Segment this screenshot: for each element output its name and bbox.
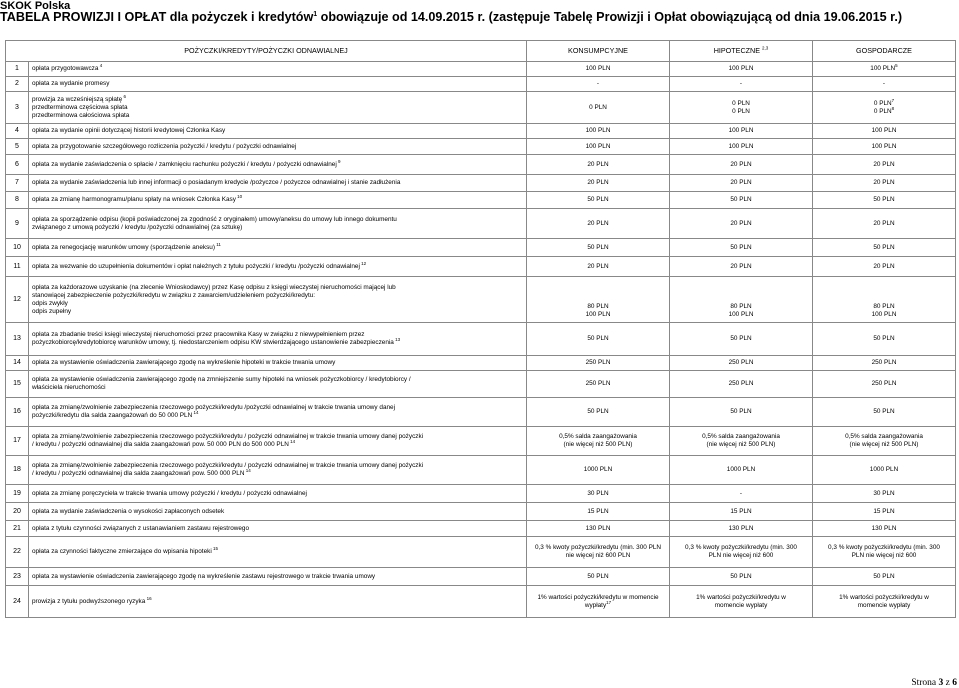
description-line: opłata z tytułu czynności związanych z ustanawianiem zastawu rejestrowego [32,524,250,532]
mortgage-fee [670,537,813,568]
row-number: 20 [6,503,29,521]
business-fee-line: 100 PLN [871,311,897,318]
fee-row [6,257,956,277]
business-fee [813,277,956,323]
fee-row [6,92,956,124]
consumer-fee-line: 20 PLN [587,160,609,168]
description-line: opłata za wydanie zaświadczenia lub innej informacji o posiadanym kredycie /pożyczce / pożyczce odnawialnej i stanie zadłużenia [32,179,401,186]
business-fee-line: 50 PLN [873,335,895,342]
fee-table-header [6,41,956,62]
fee-description [29,456,527,485]
row-number: 23 [6,568,29,586]
consumer-fee-line: 1% wartości pożyczki/kredytu w momencie [537,593,659,601]
business-fee-line: 15 PLN [873,507,895,515]
mortgage-fee-line: 100 PLN [728,142,754,150]
business-fee-line: 0,3 % kwoty pożyczki/kredytu (min. 300 [828,544,940,551]
description-line: opłata za czynności faktyczne zmierzające do wpisania hipoteki $^{15}$ [32,545,219,555]
fee-description [29,356,527,371]
consumer-fee [527,62,670,77]
mortgage-fee-line: 100 PLN [728,127,754,134]
mortgage-fee-line: 0 PLN [732,107,750,115]
consumer-fee [527,485,670,503]
consumer-fee-line: 130 PLN [585,524,611,532]
consumer-fee-line: 50 PLN [587,572,609,580]
consumer-fee [527,257,670,277]
business-fee-line: 50 PLN [873,408,895,415]
consumer-fee [527,456,670,485]
footnote-marker: 15 [211,545,219,551]
fee-description [29,586,527,618]
row-number: 7 [6,175,29,192]
description-line: opłata za zmianę/zwolnienie zabezpieczenia rzeczowego pożyczki/kredytu / pożyczki odnawialnej w trakcie trwania umowy danej pożyczki [32,462,424,469]
page-number: Strona 3 z 6 [911,678,957,688]
document-title [0,10,902,24]
consumer-fee-line: 0 PLN [589,103,607,111]
fee-row [6,239,956,257]
footnote-marker: 6 [122,93,126,99]
business-fee [813,568,956,586]
row-number: 15 [6,371,29,398]
mortgage-fee-line: 250 PLN [728,359,754,366]
row-number: 17 [6,427,29,456]
business-fee [813,456,956,485]
consumer-fee [527,155,670,175]
fee-row [6,277,956,323]
fee-row [6,209,956,239]
footnote-marker: 13 [393,336,401,342]
description-line: opłata za zbadanie treści księgi wieczystej nieruchomości przez pracownika Kasy w związku z niewypełnieniem przez [32,331,365,338]
description-line: opłata za wystawienie oświadczenia zawierającego zgodę na zmniejszenie sumy hipoteki na wniosek pożyczkobiorcy / kredytobiorcy / [32,376,411,383]
fee-row [6,77,956,92]
fee-description [29,124,527,139]
footnote-marker: 12 [359,260,367,266]
description-line: odpis zwykły [32,299,68,307]
fee-description [29,77,527,92]
description-line: pożyczki/kredytu dla salda zaangażowań do 50 000 PLN $^{14}$ [32,409,199,419]
consumer-fee [527,92,670,124]
description-line: opłata za wydanie opinii dotyczącej historii kredytowej Członka Kasy [32,127,226,134]
description-line: prowizja z tytułu podwyższonego ryzyka $^{16}$ [32,595,152,605]
business-fee-line: 1% wartości pożyczki/kredytu w [839,593,929,601]
consumer-fee-line: wypłaty$^{17}$ [584,599,612,609]
mortgage-fee-line: PLN nie więcej niż 600 [708,552,774,559]
consumer-fee [527,277,670,323]
fee-description [29,537,527,568]
row-number: 18 [6,456,29,485]
title-main: TABELA PROWIZJI I OPŁAT dla pożyczek i kredytów [0,10,314,24]
row-number: 13 [6,323,29,356]
description-line: opłata za wystawienie oświadczenia zawierającego zgodę na wykreślenie hipoteki w trakcie trwania umowy [32,359,336,366]
description-line: opłata za sporządzenie odpisu (kopii poświadczonej za zgodność z oryginałem) umowy/aneksu do umowy lub innego dokumentu [32,215,397,223]
description-line: odpis zupełny [32,307,72,315]
mortgage-fee [670,62,813,77]
fee-description [29,139,527,155]
business-fee-line: PLN nie więcej niż 600 [851,552,917,559]
fee-row [6,371,956,398]
row-number: 3 [6,92,29,124]
business-fee-line: 30 PLN [873,489,895,497]
business-fee-line: (nie więcej niż 500 PLN) [849,441,919,448]
consumer-fee [527,398,670,427]
mortgage-fee [670,239,813,257]
mortgage-fee [670,175,813,192]
mortgage-fee [670,586,813,618]
mortgage-fee [670,139,813,155]
fee-description [29,427,527,456]
mortgage-fee [670,323,813,356]
consumer-fee-line: 100 PLN [585,127,611,134]
business-fee-line: 130 PLN [871,524,897,532]
consumer-fee [527,568,670,586]
consumer-fee-line: 15 PLN [587,507,609,515]
business-fee-line: 1000 PLN [869,466,899,473]
business-fee-line: 100 PLN [871,127,897,134]
fee-table [5,40,956,618]
mortgage-fee-line: 50 PLN [730,196,752,203]
description-line: opłata za zmianę/zwolnienie zabezpieczenia rzeczowego pożyczki/kredytu / pożyczki odnawialnej w trakcie trwania umowy danej pożyczki [32,433,424,440]
fee-row [6,521,956,537]
description-line: opłata przygotowawcza $^4$ [32,62,103,72]
fee-row [6,503,956,521]
consumer-fee [527,427,670,456]
business-fee [813,124,956,139]
business-fee [813,323,956,356]
mortgage-fee [670,92,813,124]
business-fee-line: 50 PLN [873,243,895,251]
consumer-fee-line: (nie więcej niż 500 PLN) [563,441,633,448]
mortgage-fee [670,192,813,209]
description-line: opłata za zmianę poręczyciela w trakcie trwania umowy pożyczki / kredytu / pożyczki odnawialnej [32,489,307,497]
mortgage-fee [670,257,813,277]
consumer-fee [527,586,670,618]
fee-description [29,485,527,503]
business-fee-line: 100 PLN [871,142,897,150]
business-fee-line: 250 PLN [871,359,897,366]
consumer-fee [527,192,670,209]
consumer-fee-footnote: 17 [606,599,612,605]
row-number: 14 [6,356,29,371]
fee-row [6,537,956,568]
header-business: GOSPODARCZE [813,41,956,62]
consumer-fee-line: 0,5% salda zaangażowania [559,433,637,440]
business-fee [813,77,956,92]
description-line: opłata za każdorazowe uzyskanie (na zlecenie Wnioskodawcy) przez Kasę odpisu z księgi wieczystej nieruchomości mającej lub [32,283,396,291]
description-line: opłata za wydanie zaświadczenia o wysokości zapłaconych odsetek [32,507,225,515]
fee-row [6,124,956,139]
fee-row [6,586,956,618]
header-main: POŻYCZKI/KREDYTY/POŻYCZKI ODNAWIALNEJ [6,41,527,62]
mortgage-fee [670,568,813,586]
business-fee [813,485,956,503]
business-fee-line: 0 PLN$^8$ [873,105,895,115]
business-fee [813,537,956,568]
business-fee-line: 20 PLN [873,160,895,168]
footnote-marker: 10 [235,193,243,199]
footnote-marker: 9 [336,158,341,164]
row-number: 24 [6,586,29,618]
consumer-fee [527,537,670,568]
description-line: pożyczkobiorcę/kredytobiorcę warunków umowy, tj. niedostarczeniem odpisu KW stwierdzającego ustanowienie zabezpieczenia $^{13}$ [32,336,401,346]
header-consumer: KONSUMPCYJNE [527,41,670,62]
business-fee [813,356,956,371]
description-line: opłata za zmianę harmonogramu/planu spłaty na wniosek Członka Kasy $^{10}$ [32,193,243,203]
business-fee-line: 50 PLN [873,196,895,203]
fee-description [29,209,527,239]
business-fee [813,521,956,537]
business-fee [813,155,956,175]
description-line: opłata za zmianę/zwolnienie zabezpieczenia rzeczowego pożyczki/kredytu /pożyczki odnawialnej w trakcie trwania umowy danej [32,404,396,411]
fee-description [29,257,527,277]
mortgage-fee [670,277,813,323]
mortgage-fee [670,209,813,239]
fee-row [6,323,956,356]
business-fee [813,139,956,155]
consumer-fee-line: 250 PLN [585,359,611,366]
row-number: 2 [6,77,29,92]
fee-row [6,356,956,371]
mortgage-fee-line: 250 PLN [728,380,754,387]
fee-row [6,155,956,175]
description-line: opłata za przygotowanie szczegółowego rozliczenia pożyczki / kredytu / pożyczki odnawialnej [32,142,297,150]
business-fee [813,209,956,239]
business-fee-line: 50 PLN [873,572,895,580]
row-number: 12 [6,277,29,323]
fee-row [6,485,956,503]
fee-description [29,155,527,175]
fee-description [29,371,527,398]
fee-row [6,398,956,427]
mortgage-fee-line: 0,5% salda zaangażowania [702,433,780,440]
mortgage-fee-line: 15 PLN [730,507,752,515]
consumer-fee-line: 50 PLN [587,243,609,251]
description-line: związanego z umową pożyczki / kredytu /pożyczki odnawialnej (za sztukę) [32,223,243,231]
business-fee-footnote: 5 [895,62,898,68]
row-number: 11 [6,257,29,277]
mortgage-fee-line: 20 PLN [730,160,752,168]
consumer-fee [527,239,670,257]
fee-row [6,62,956,77]
description-line: stanowiącej zabezpieczenie pożyczki/kredytu w związku z zawarciem/udzieleniem pożyczki/kredytu: [32,291,316,299]
footnote-marker: 14 [192,409,199,415]
business-fee-line: - [882,80,886,87]
business-fee [813,92,956,124]
footnote-marker: 14 [288,438,296,444]
description-line: opłata za wezwanie do uzupełnienia dokumentów i opłat należnych z tytułu pożyczki / kredytu /pożyczki odnawialnej $^{12}$ [32,260,367,270]
mortgage-fee-line: 130 PLN [728,524,754,532]
row-number: 9 [6,209,29,239]
consumer-fee [527,503,670,521]
consumer-fee-line: 20 PLN [587,179,609,186]
mortgage-fee-line: 100 PLN [728,311,754,318]
row-number: 22 [6,537,29,568]
business-fee-line: 20 PLN [873,179,895,186]
business-fee-line: 250 PLN [871,380,897,387]
description-line: / kredytu / pożyczki odnawialnej dla salda zaangażowań pow. 50 000 PLN do 500 000 PLN $^{14}$ [32,438,296,448]
mortgage-fee-line: momencie wypłaty [714,601,768,609]
footnote-marker: 11 [214,241,221,247]
fee-description [29,503,527,521]
mortgage-fee-line: 20 PLN [730,219,752,227]
header-mortgage: HIPOTECZNE $^{2,3}$ [670,41,813,62]
mortgage-fee [670,124,813,139]
mortgage-fee-line: - [739,80,743,87]
mortgage-fee-line: 0 PLN [732,99,750,107]
business-fee-line: 20 PLN [873,219,895,227]
business-fee [813,239,956,257]
business-fee [813,257,956,277]
mortgage-fee [670,503,813,521]
description-line: / kredytu / pożyczki odnawialnej dla salda zaangażowań pow. 500 000 PLN $^{14}$ [32,467,251,477]
mortgage-fee-line: 50 PLN [730,335,752,342]
consumer-fee-line: 20 PLN [587,262,609,270]
mortgage-fee [670,398,813,427]
row-number: 21 [6,521,29,537]
org-name: SKOK Polska [0,0,71,12]
business-fee [813,398,956,427]
footnote-marker: 14 [244,467,251,473]
description-line: przedterminowa częściowa spłata [32,103,128,111]
consumer-fee-line: 20 PLN [587,219,609,227]
business-fee-line: 80 PLN [873,303,895,310]
mortgage-fee-line: - [739,489,743,497]
description-line: opłata za wydanie zaświadczenia o spłacie / zamknięciu rachunku pożyczki / kredytu / pożyczki odnawialnej $^9$ [32,158,341,168]
consumer-fee [527,521,670,537]
business-fee-footnote: 7 [891,97,895,103]
consumer-fee [527,175,670,192]
fee-row [6,456,956,485]
consumer-fee-line: 50 PLN [587,335,609,342]
fee-row [6,568,956,586]
fee-description [29,398,527,427]
fee-description [29,521,527,537]
consumer-fee [527,139,670,155]
mortgage-fee [670,371,813,398]
row-number: 10 [6,239,29,257]
consumer-fee-line: 80 PLN [587,303,609,310]
mortgage-fee [670,485,813,503]
title-validity: obowiązuje od 14.09.2015 r. (zastępuje Tabelę Prowizji i Opłat obowiązującą od dnia 19.06.2015 r.) [317,10,903,24]
business-fee-footnote: 8 [891,105,895,111]
business-fee-line: 0,5% salda zaangażowania [845,433,923,440]
consumer-fee-line: nie więcej niż 600 PLN [565,552,631,559]
mortgage-fee-line: 20 PLN [730,262,752,270]
fee-description [29,92,527,124]
business-fee [813,371,956,398]
consumer-fee-line: 100 PLN [585,65,611,72]
fee-description [29,62,527,77]
consumer-fee [527,124,670,139]
fee-row [6,427,956,456]
row-number: 16 [6,398,29,427]
business-fee-line: 0 PLN$^7$ [873,97,895,107]
consumer-fee [527,323,670,356]
consumer-fee-line: 50 PLN [587,196,609,203]
fee-row [6,139,956,155]
fee-row [6,175,956,192]
row-number: 5 [6,139,29,155]
description-line: właściciela nieruchomości [32,384,106,391]
mortgage-fee [670,427,813,456]
consumer-fee-line: 30 PLN [587,489,609,497]
consumer-fee-line: 250 PLN [585,380,611,387]
fee-description [29,568,527,586]
mortgage-fee-line: 100 PLN [728,65,754,72]
consumer-fee-line: - [596,80,600,87]
description-line: opłata za wystawienie oświadczenia zawierającego zgodę na wykreślenie zastawu rejestrowego w trakcie trwania umowy [32,572,376,580]
consumer-fee-line: 50 PLN [587,408,609,415]
mortgage-fee-line: 50 PLN [730,572,752,580]
consumer-fee-line: 100 PLN [585,142,611,150]
mortgage-fee-line: 20 PLN [730,179,752,186]
business-fee-line: momencie wypłaty [857,601,911,609]
business-fee [813,503,956,521]
mortgage-fee-line: 0,3 % kwoty pożyczki/kredytu (min. 300 [685,544,797,551]
fee-table-body [6,62,956,618]
fee-description [29,277,527,323]
mortgage-fee-line: 50 PLN [730,408,752,415]
mortgage-fee [670,155,813,175]
fee-description [29,192,527,209]
business-fee [813,192,956,209]
consumer-fee [527,209,670,239]
consumer-fee [527,356,670,371]
mortgage-fee [670,356,813,371]
mortgage-fee-line: 80 PLN [730,303,752,310]
footnote-marker: 16 [145,595,152,601]
fee-description [29,175,527,192]
description-line: opłata za renegocjację warunków umowy (sporządzenie aneksu) $^{11}$ [32,241,221,251]
consumer-fee-line: 0,3 % kwoty pożyczki/kredytu (min. 300 PLN [534,544,662,551]
mortgage-fee [670,521,813,537]
business-fee [813,62,956,77]
row-number: 4 [6,124,29,139]
fee-row [6,192,956,209]
description-line: opłata za wydanie promesy [32,80,110,87]
business-fee [813,175,956,192]
mortgage-fee-line: (nie więcej niż 500 PLN) [706,441,776,448]
business-fee [813,427,956,456]
mortgage-fee [670,456,813,485]
mortgage-fee [670,77,813,92]
title-footnote: 1 [313,10,318,18]
footnote-marker: 4 [98,62,103,68]
row-number: 6 [6,155,29,175]
row-number: 1 [6,62,29,77]
row-number: 8 [6,192,29,209]
fee-description [29,239,527,257]
fee-description [29,323,527,356]
consumer-fee [527,77,670,92]
row-number: 19 [6,485,29,503]
mortgage-fee-line: 1000 PLN [726,466,756,473]
mortgage-fee-line: 50 PLN [730,243,752,251]
consumer-fee-line: 100 PLN [585,311,611,318]
consumer-fee-line: 1000 PLN [583,466,613,473]
description-line: prowizja za wcześniejszą spłatę $^6$ [32,93,126,103]
business-fee [813,586,956,618]
description-line: przedterminowa całościowa spłata [32,111,130,119]
mortgage-fee-line: 1% wartości pożyczki/kredytu w [696,593,786,601]
business-fee-line: 100 PLN$^5$ [870,62,898,72]
consumer-fee [527,371,670,398]
business-fee-line: 20 PLN [873,262,895,270]
